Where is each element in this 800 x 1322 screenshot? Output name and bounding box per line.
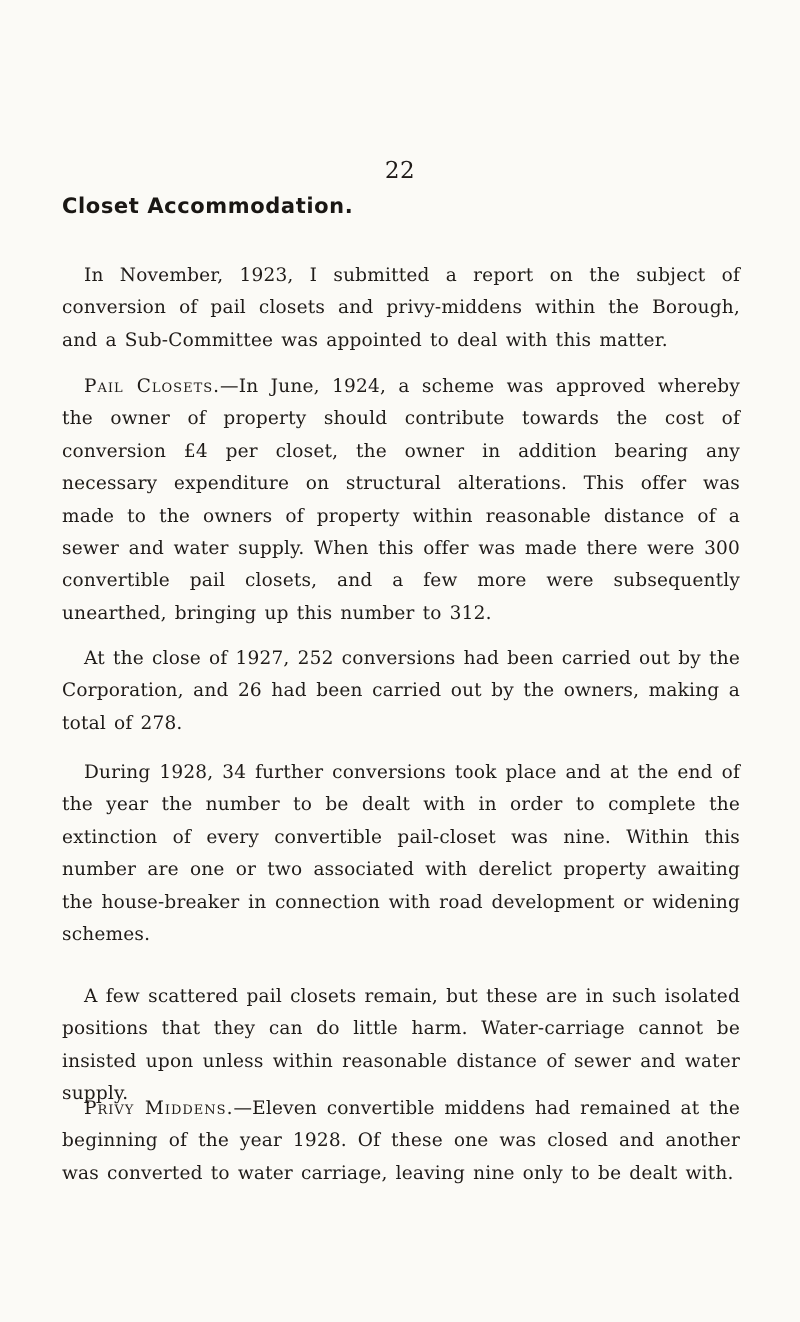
paragraph-text: During 1928, 34 further conversions took place and at the end of the year the number to be dealt with in order to complete the extinction of every convertible pail-closet was nine. Within this number are one or two associated with derelict property awaiting the house-breaker in connection with road development or widening schemes. <box>62 762 740 946</box>
paragraph-lead-privy-middens: Privy Middens. <box>84 1098 234 1119</box>
section-heading: Closet Accommodation. <box>62 194 354 218</box>
paragraph-conversions-1928 <box>62 757 740 951</box>
paragraph-text: A few scattered pail closets remain, but these are in such isolated positions that they can do little harm. Water-carriage cannot be insisted upon unless within reasonable distance of sewer and water supply. <box>62 986 740 1105</box>
paragraph-text: —Eleven convertible middens had remained at the beginning of the year 1928. Of these one was closed and another was converted to water carriage, leaving nine only to be dealt with. <box>62 1098 740 1184</box>
paragraph-scattered-closets <box>62 981 740 1111</box>
paragraph-text: In November, 1923, I submitted a report on the subject of conversion of pail closets and privy-middens within the Borough, and a Sub-Committee was appointed to deal with this matter. <box>62 265 740 351</box>
page-number: 22 <box>384 158 416 184</box>
paragraph-privy-middens <box>62 1093 740 1190</box>
paragraph-text: At the close of 1927, 252 conversions had been carried out by the Corporation, and 26 had been carried out by the owners, making a total of 278. <box>62 648 740 734</box>
paragraph-text: —In June, 1924, a scheme was approved whereby the owner of property should contribute towards the cost of conversion £4 per closet, the owner in addition bearing any necessary expenditure on structural alterations. This offer was made to the owners of property within reasonable distance of a sewer and water supply. When this offer was made there were 300 convertible pail closets, and a few more were subsequently unearthed, bringing up this number to 312. <box>62 376 740 624</box>
paragraph-pail-closets <box>62 371 740 630</box>
paragraph-conversions-1927 <box>62 643 740 740</box>
paragraph-intro <box>62 260 740 357</box>
paragraph-lead-pail-closets: Pail Closets. <box>84 376 221 397</box>
